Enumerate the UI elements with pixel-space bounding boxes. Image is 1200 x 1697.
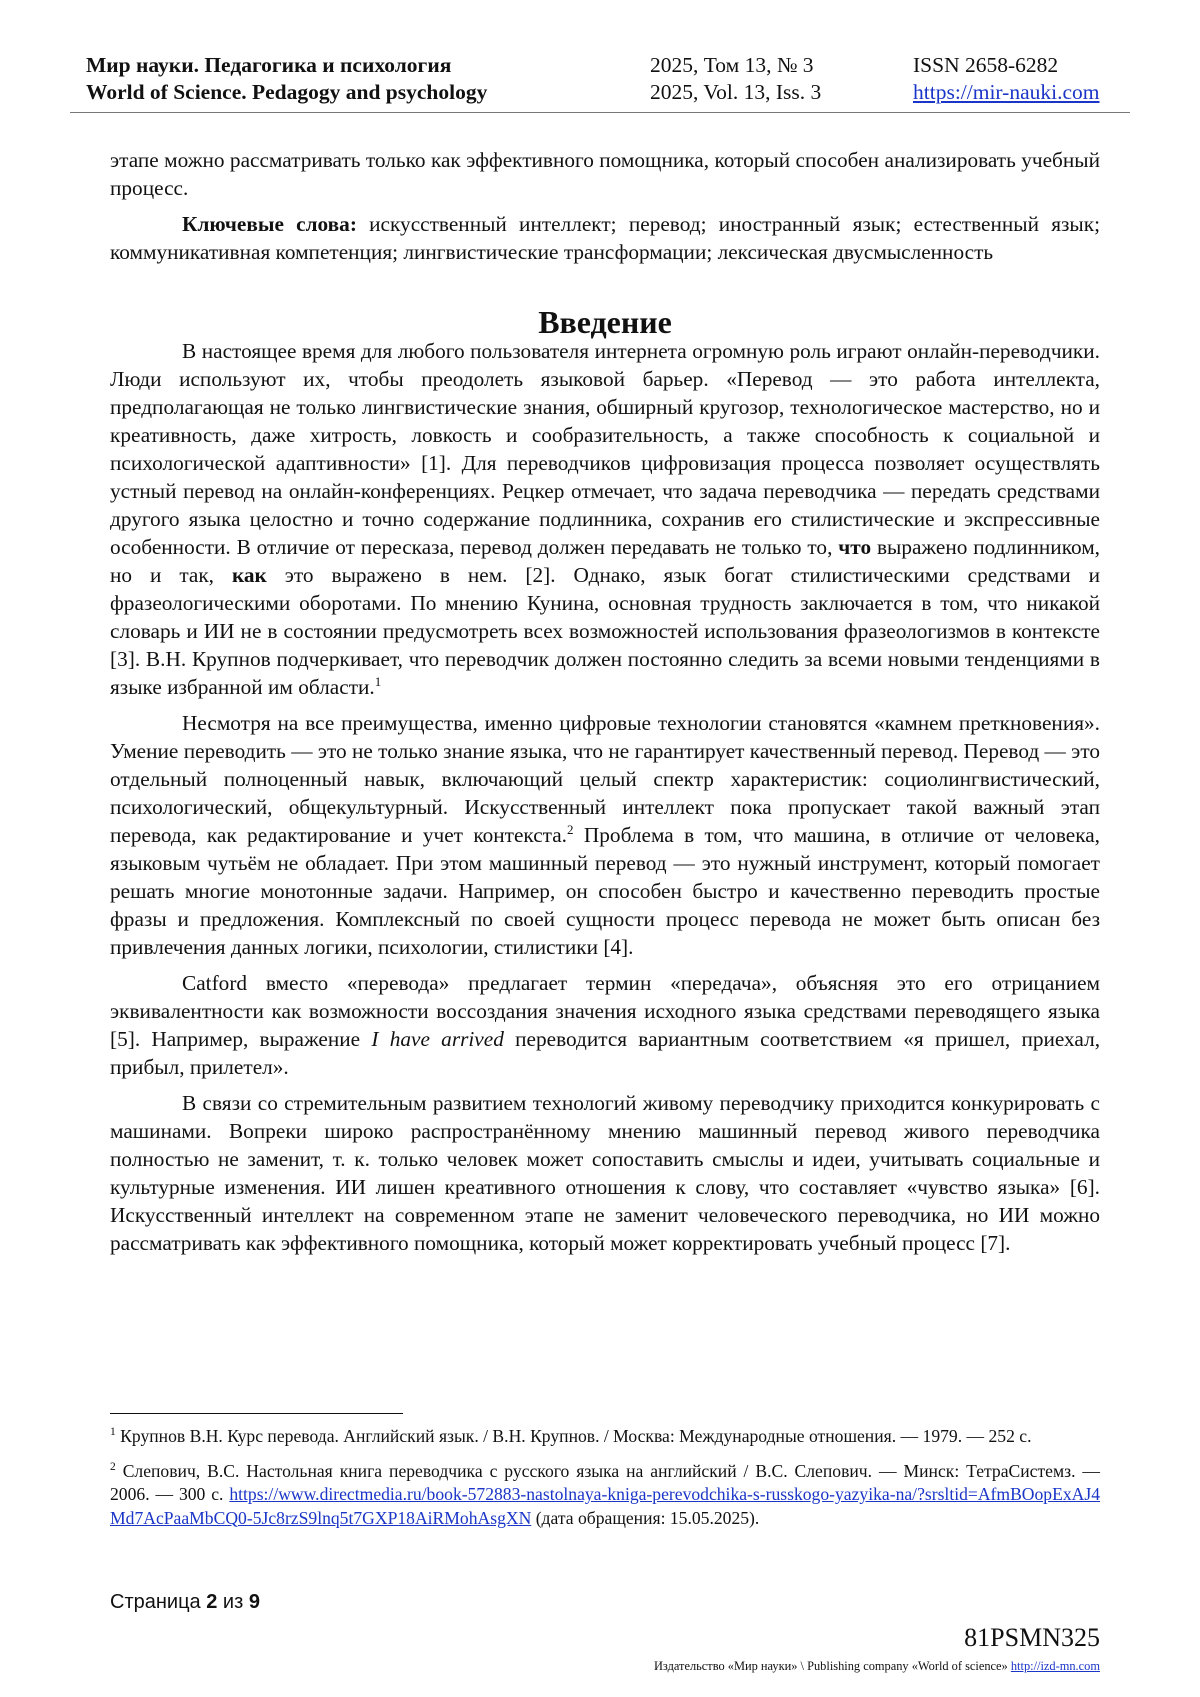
page-number bbox=[110, 1591, 260, 1614]
issn-block bbox=[913, 52, 1099, 106]
footnote-2-mark: 2 bbox=[110, 1460, 116, 1473]
footnote-1-text: Крупнов В.Н. Курс перевода. Английский язык. / В.Н. Крупнов. / Москва: Международные отношения. — 1979. — 252 с. bbox=[120, 1426, 1032, 1446]
emphasis-chto: что bbox=[838, 535, 872, 559]
footnote-2-link[interactable]: https://www.directmedia.ru/book-572883-nastolnaya-kniga-perevodchika-s-russkogo-yazyika-na/?srsltid=AfmBOopExAJ4Md7AcPaaMbCQ0-5Jc8rzS9lnq5t7GXP18AiRMohAsgXN bbox=[110, 1484, 1100, 1528]
paragraph-3-text-b: переводится вариантным соответствием «я пришел, приехал, прибыл, прилетел». bbox=[110, 1027, 1101, 1079]
journal-header bbox=[70, 44, 1130, 113]
paragraph-1-text-a: В настоящее время для любого пользователя интернета огромную роль играют онлайн-переводчики. Люди используют их, чтобы преодолеть языковой барьер. «Перевод — это работа интеллекта, предполагающая не только лингвистические знания, обширный кругозор, технологическое мастерство, но и креативность, даже хитрость, ловкость и сообразительность, а также способность к социальной и психологической адаптивности» [1]. Для переводчиков цифровизация процесса позволяет осуществлять устный перевод на онлайн-конференциях. Рецкер отмечает, что задача переводчика — передать средствами другого языка целостно и точно содержание подлинника, сохранив его стилистические и экспрессивные особенности. В отличие от пересказа, перевод должен передавать не только то, bbox=[110, 339, 1100, 559]
footnote-1-mark: 1 bbox=[110, 1426, 116, 1439]
issue-ru: 2025, Том 13, № 3 bbox=[650, 53, 814, 77]
issue-info bbox=[650, 52, 821, 106]
journal-title-en: World of Science. Pedagogy and psychology bbox=[86, 80, 488, 104]
example-phrase: I have arrived bbox=[371, 1027, 504, 1051]
abstract-tail: этапе можно рассматривать только как эффективного помощника, который способен анализировать учебный процесс. bbox=[110, 148, 1100, 200]
publisher-link[interactable]: http://izd-mn.com bbox=[1010, 1659, 1100, 1673]
paragraph-2 bbox=[110, 709, 1100, 961]
keywords-text: искусственный интеллект; перевод; иностранный язык; естественный язык; коммуникативная компетенция; лингвистические трансформации; лексическая двусмысленность bbox=[110, 212, 1100, 264]
page-total: 9 bbox=[248, 1591, 260, 1613]
footnote-ref-1[interactable]: 1 bbox=[374, 673, 382, 689]
publisher-line bbox=[654, 1659, 1100, 1674]
issue-en: 2025, Vol. 13, Iss. 3 bbox=[650, 80, 822, 104]
emphasis-kak: как bbox=[231, 563, 267, 587]
footnote-2-text: Слепович, В.С. Настольная книга переводчика с русского языка на английский / В.С. Слепович. — Минск: ТетраСистемз. — 2006. — 300 с. bbox=[110, 1460, 1100, 1504]
footnote-2 bbox=[110, 1460, 1100, 1531]
article-code: 81PSMN325 bbox=[964, 1623, 1100, 1652]
paragraph-3-text-a: Catford вместо «перевода» предлагает термин «передача», объясняя это его отрицанием эквивалентности как возможности воссоздания значения исходного языка средствами переводящего языка [5]. Например, выражение bbox=[110, 971, 1100, 1051]
page-current: 2 bbox=[206, 1591, 218, 1613]
paragraph-1-text-c: это выражено в нем. [2]. Однако, язык богат стилистическими средствами и фразеологическими оборотами. По мнению Кунина, основная трудность заключается в том, что никакой словарь и ИИ не в состоянии предусмотреть всех возможностей использования фразеологизмов в контексте [3]. В.Н. Крупнов подчеркивает, что переводчик должен постоянно следить за всеми новыми тенденциями в языке избранной им области. bbox=[110, 563, 1100, 699]
paragraph-4: В связи со стремительным развитием технологий живому переводчику приходится конкурировать с машинами. Вопреки широко распространённому мнению машинный перевод живого переводчика полностью не заменит, т. к. только человек может сопоставить смыслы и идеи, учитывать социальные и культурные изменения. ИИ лишен креативного отношения к слову, что составляет «чувство языка» [6]. Искусственный интеллект на современном этапе не заменит человеческого переводчика, но ИИ можно рассматривать как эффективного помощника, который может корректировать учебный процесс [7]. bbox=[110, 1091, 1100, 1255]
journal-url-link[interactable]: https://mir-nauki.com bbox=[913, 80, 1100, 104]
keywords-label: Ключевые слова: bbox=[182, 212, 357, 236]
footnote-separator bbox=[110, 1413, 403, 1414]
footnotes bbox=[110, 1425, 1100, 1530]
publisher-text: Издательство «Мир науки» \ Publishing company «World of science» bbox=[653, 1659, 1008, 1673]
footnote-1 bbox=[110, 1425, 1100, 1449]
page-of: из bbox=[222, 1591, 244, 1613]
paragraph-3 bbox=[110, 969, 1100, 1081]
issn: ISSN 2658-6282 bbox=[913, 53, 1059, 77]
keywords bbox=[110, 210, 1100, 266]
paragraph-1 bbox=[110, 337, 1100, 701]
journal-title-ru: Мир науки. Педагогика и психология bbox=[86, 53, 452, 77]
journal-title bbox=[86, 52, 487, 106]
paragraph-2-text-a: Несмотря на все преимущества, именно цифровые технологии становятся «камнем преткновения». Умение переводить — это не только знание языка, что не гарантирует качественный перевод. Перевод — это отдельный полноценный навык, включающий целый спектр характеристик: социолингвистический, психологический, общекультурный. Искусственный интеллект пока пропускает такой важный этап перевода, как редактирование и учет контекста. bbox=[110, 711, 1100, 847]
paragraph-2-text-b: Проблема в том, что машина, в отличие от человека, языковым чутьём не обладает. При этом машинный перевод — это нужный инструмент, который помогает решать многие монотонные задачи. Например, он способен быстро и качественно переводить простые фразы и предложения. Комплексный по своей сущности процесс перевода не может быть описан без привлечения данных логики, психологии, стилистики [4]. bbox=[110, 823, 1101, 959]
section-heading: Введение bbox=[538, 305, 672, 340]
footnote-2-access-date: (дата обращения: 15.05.2025). bbox=[535, 1507, 760, 1528]
footnote-ref-2[interactable]: 2 bbox=[567, 821, 574, 837]
page-label: Страница bbox=[110, 1591, 201, 1613]
article-body bbox=[110, 146, 1100, 1257]
paragraph-1-text-b: выражено подлинником, но и так, bbox=[110, 535, 1101, 587]
